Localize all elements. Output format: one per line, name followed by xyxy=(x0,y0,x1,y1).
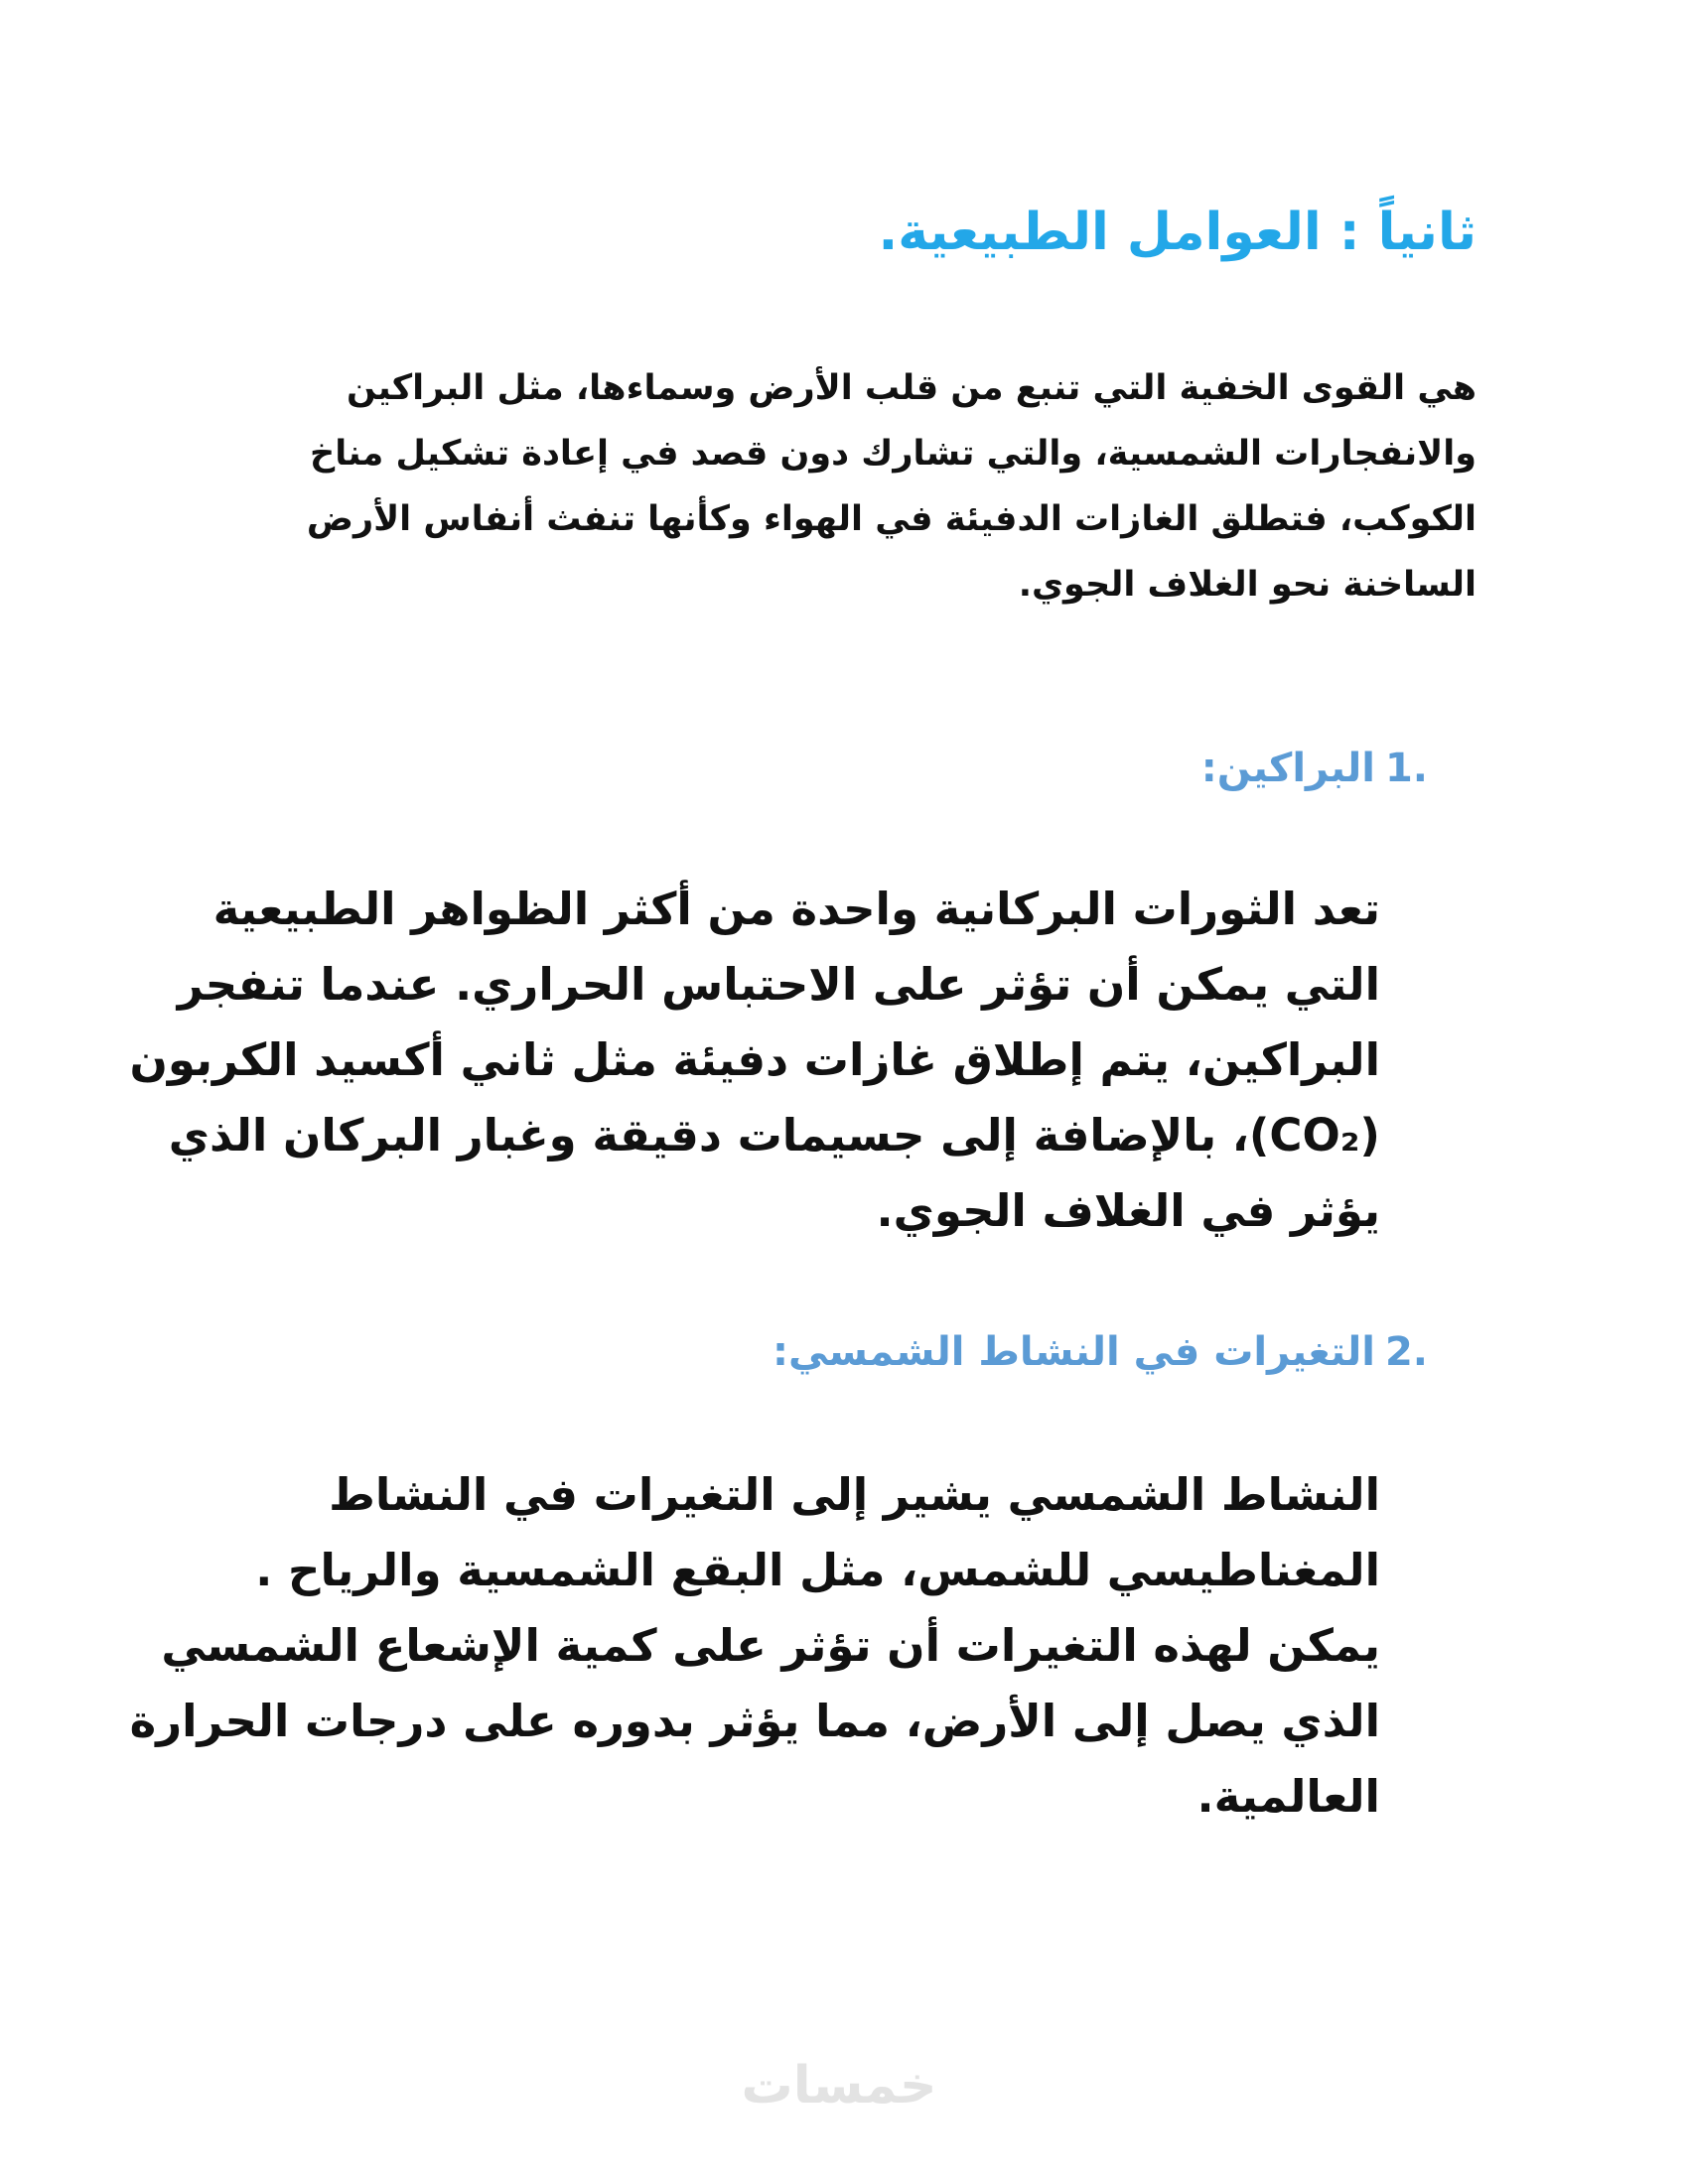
body-line: النشاط الشمسي يشير إلى التغيرات في النشاط xyxy=(329,1468,1380,1521)
body-line: البراكين، يتم إطلاق غازات دفيئة مثل ثاني أكسيد الكربون xyxy=(129,1033,1380,1086)
section-title: البراكين: xyxy=(1200,746,1375,791)
section-heading-volcanoes xyxy=(336,737,1428,800)
body-line: تعد الثورات البركانية واحدة من أكثر الظواهر الطبيعية xyxy=(212,883,1380,935)
section-title: التغيرات في النشاط الشمسي: xyxy=(773,1329,1375,1375)
section-heading-solar-activity xyxy=(336,1320,1428,1384)
watermark-logo: خمسات xyxy=(741,2056,937,2116)
body-line: (CO₂)، بالإضافة إلى جسيمات دقيقة وغبار البركان الذي xyxy=(168,1109,1380,1161)
intro-line: هي القوى الخفية التي تنبع من قلب الأرض وسماءها، مثل البراكين xyxy=(346,368,1477,408)
section-number: 2. xyxy=(1384,1329,1428,1375)
section-body-solar-activity xyxy=(129,1457,1380,1835)
body-line: الذي يصل إلى الأرض، مما يؤثر بدوره على درجات الحرارة xyxy=(129,1695,1380,1747)
intro-line: الساخنة نحو الغلاف الجوي. xyxy=(1018,565,1477,605)
body-line: العالمية. xyxy=(1196,1770,1380,1823)
body-line: يؤثر في الغلاف الجوي. xyxy=(876,1184,1380,1237)
intro-paragraph xyxy=(306,355,1477,617)
section-number: 1. xyxy=(1384,746,1428,791)
body-line: التي يمكن أن تؤثر على الاحتباس الحراري. عندما تنفجر xyxy=(177,958,1380,1011)
body-line: يمكن لهذه التغيرات أن تؤثر على كمية الإشعاع الشمسي xyxy=(161,1619,1380,1672)
intro-line: والانفجارات الشمسية، والتي تشارك دون قصد في إعادة تشكيل مناخ xyxy=(309,434,1477,474)
section-body-volcanoes xyxy=(129,872,1380,1249)
intro-line: الكوكب، فتطلق الغازات الدفيئة في الهواء وكأنها تنفث أنفاس الأرض xyxy=(306,499,1477,539)
page-title: ثانياً : العوامل الطبيعية. xyxy=(878,203,1477,262)
body-line: المغناطيسي للشمس، مثل البقع الشمسية والرياح . xyxy=(255,1544,1380,1596)
